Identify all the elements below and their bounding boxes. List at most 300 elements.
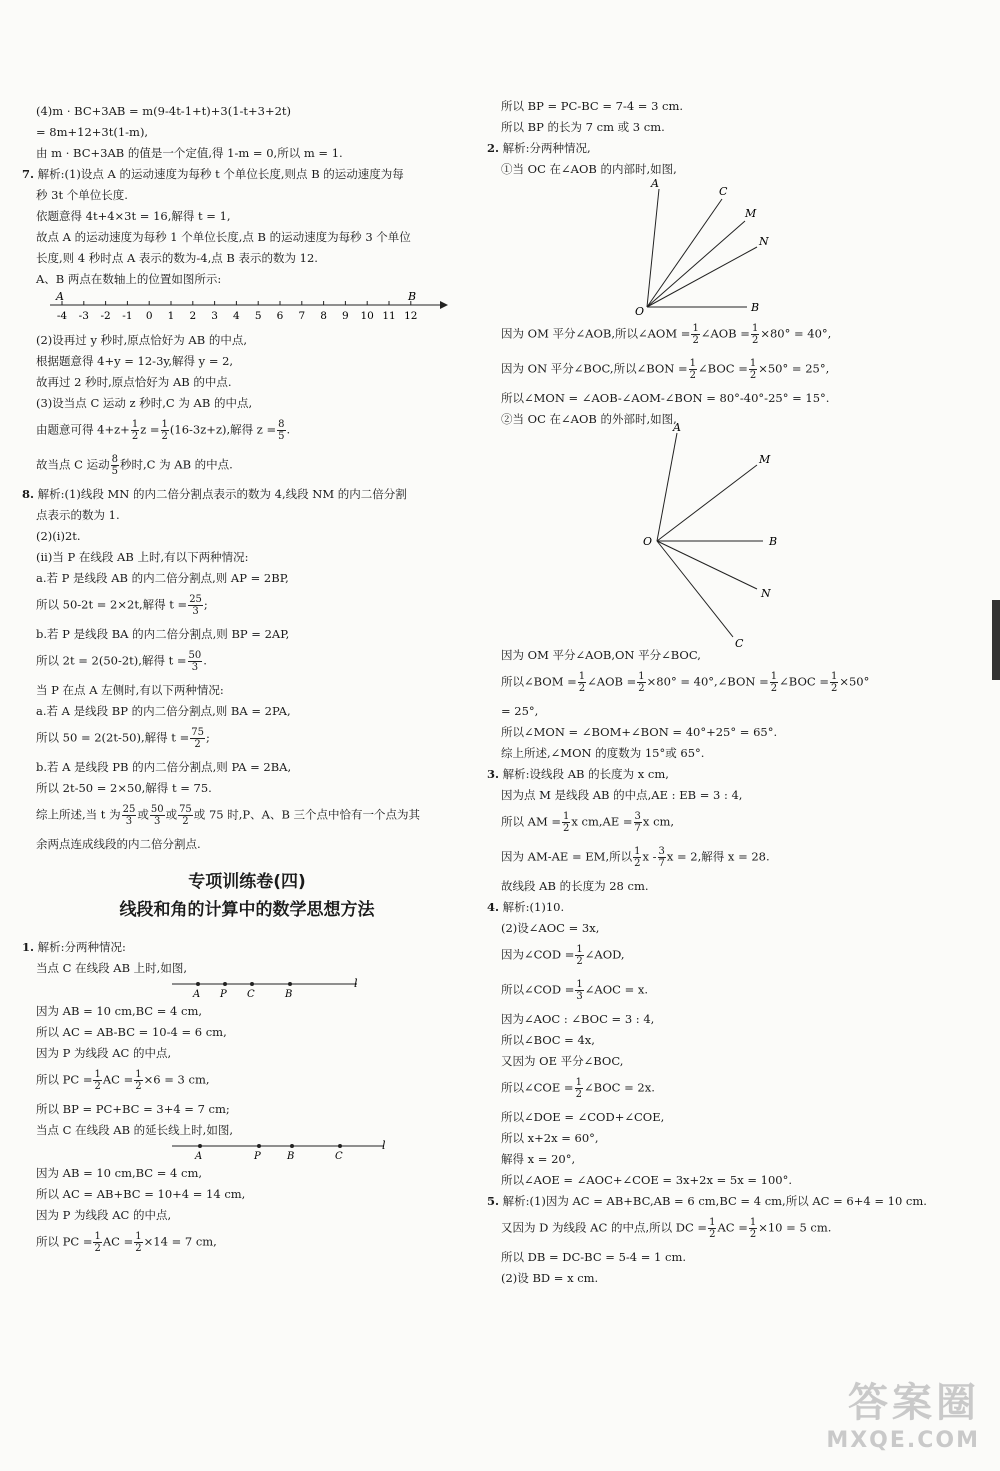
point-a-dot: [198, 1144, 202, 1148]
tick-label: 11: [382, 310, 396, 322]
text-line: 所以 BP = PC+BC = 3+4 = 7 cm;: [36, 1101, 230, 1116]
text-span: x = 2,解得 x = 28.: [666, 849, 770, 864]
text-line: (ii)当 P 在线段 AB 上时,有以下两种情况:: [36, 549, 249, 564]
text-line: b.若 P 是线段 BA 的内二倍分割点,则 BP = 2AP,: [36, 626, 290, 641]
denominator: 2: [194, 739, 201, 750]
denominator: 3: [191, 662, 199, 673]
numerator: 1: [692, 323, 699, 334]
tick-label: -4: [56, 310, 68, 322]
text-span: z =: [140, 422, 160, 437]
fraction: [578, 671, 586, 694]
text-line: 所以∠MON = ∠BOM+∠BON = 40°+25° = 65°.: [501, 724, 778, 739]
numerator: 1: [135, 1069, 142, 1080]
label-o: O: [643, 535, 653, 548]
numerator: 1: [634, 846, 641, 857]
denominator: 2: [94, 1081, 101, 1092]
point-b-dot: [290, 1144, 294, 1148]
text-span: 或 75 时,P、A、B 三个点中恰有一个点为其: [193, 807, 421, 822]
numerator: 1: [749, 1217, 757, 1228]
point-b-label: B: [287, 1151, 295, 1162]
denominator: 2: [135, 1243, 142, 1254]
denominator: 3: [125, 816, 133, 827]
question-7: [22, 163, 472, 184]
point-a-dot: [196, 982, 200, 986]
point-a-label: A: [195, 1151, 203, 1162]
fraction: [575, 1077, 583, 1100]
fraction: [134, 1069, 142, 1092]
angle-figure-inner: [487, 179, 957, 317]
text-span: ∠AOC = x.: [584, 982, 649, 997]
left-column: [22, 100, 472, 1260]
ray-om: [657, 465, 757, 541]
text-line: [22, 1225, 472, 1260]
fraction: [708, 1217, 716, 1240]
text-span: .: [203, 653, 207, 668]
question-number: 4.: [487, 899, 500, 914]
point-p-dot: [223, 982, 227, 986]
numerator: 1: [94, 1069, 101, 1080]
text-line: 因为 AB = 10 cm,BC = 4 cm,: [36, 1165, 203, 1180]
watermark-logo-text: 答案圈: [848, 1380, 980, 1426]
page-edge-mark: [992, 600, 1000, 680]
label-n: N: [759, 235, 769, 248]
fraction: [122, 804, 137, 827]
text-line: = 8m+12+3t(1-m),: [36, 124, 149, 139]
point-c-dot: [250, 982, 254, 986]
ray-oc: [647, 199, 722, 307]
text-span: 因为 ON 平分∠BOC,所以∠BON =: [501, 361, 688, 376]
fraction: [190, 727, 205, 750]
tick-label: 10: [360, 310, 374, 322]
denominator: 2: [749, 1229, 757, 1240]
point-c-label: C: [247, 989, 255, 1000]
point-p-dot: [257, 1144, 261, 1148]
numerator: 1: [770, 671, 778, 682]
denominator: 2: [578, 683, 586, 694]
text-span: .: [286, 422, 291, 437]
text-line: [487, 805, 957, 840]
text-span: 解析:分两种情况,: [502, 140, 591, 155]
numerator: 1: [578, 671, 586, 682]
text-line: [487, 665, 957, 700]
fraction: [134, 1231, 142, 1254]
text-span: 所以 2t = 2(50-2t),解得 t =: [36, 653, 187, 668]
question-5: [487, 1190, 957, 1211]
text-line: [22, 721, 472, 756]
point-a-label: A: [193, 989, 201, 1000]
tick-label: 5: [254, 310, 262, 322]
denominator: 2: [709, 1229, 716, 1240]
label-c: C: [719, 185, 728, 198]
text-line: A、B 两点在数轴上的位置如图所示:: [36, 271, 222, 286]
numerator: 3: [658, 846, 665, 857]
text-line: (2)设 BD = x cm.: [501, 1270, 599, 1285]
text-line: 所以 2t-50 = 2×50,解得 t = 75.: [36, 780, 212, 795]
label-n: N: [761, 587, 771, 600]
text-span: 解析:(1)设点 A 的运动速度为每秒 t 个单位长度,则点 B 的运动速度为每: [37, 166, 404, 181]
label-b: B: [751, 301, 760, 314]
fraction: [749, 358, 757, 381]
number-line-ticks: [57, 301, 418, 322]
text-line: 故再过 2 秒时,原点恰好为 AB 的中点.: [36, 374, 232, 389]
text-line: (2)设∠AOC = 3x,: [501, 920, 600, 935]
fraction: [770, 671, 778, 694]
text-line: 秒 3t 个单位长度.: [36, 187, 128, 202]
text-line: 依题意得 4t+4×3t = 16,解得 t = 1,: [36, 208, 231, 223]
point-c-label: C: [335, 1151, 343, 1162]
text-line: 又因为 OE 平分∠BOC,: [501, 1053, 624, 1068]
fraction: [575, 944, 583, 967]
text-span: ∠AOB =: [700, 326, 750, 341]
text-span: ;: [205, 730, 210, 745]
label-b: B: [769, 535, 778, 548]
question-4: [487, 896, 957, 917]
text-span: 因为∠COD =: [501, 947, 575, 962]
fraction: [830, 671, 838, 694]
text-line: 当点 C 在线段 AB 的延长线上时,如图,: [36, 1122, 233, 1137]
text-span: x -: [642, 849, 657, 864]
numerator: 25: [122, 804, 136, 815]
denominator: 2: [689, 370, 697, 381]
text-span: ×50° = 25°,: [758, 361, 830, 376]
text-line: [487, 973, 957, 1008]
text-line: [487, 352, 957, 387]
text-span: 所以∠BOM =: [501, 674, 577, 689]
text-line: = 25°,: [501, 703, 539, 718]
denominator: 5: [111, 466, 118, 477]
text-line: [22, 413, 472, 448]
question-number: 1.: [22, 939, 35, 954]
text-line: (4)m · BC+3AB = m(9-4t-1+t)+3(1-t+3+2t): [36, 103, 292, 118]
numerator: 50: [150, 804, 164, 815]
fraction: [689, 358, 697, 381]
label-m: M: [745, 207, 757, 220]
denominator: 3: [154, 816, 161, 827]
text-line: (3)设当点 C 运动 z 秒时,C 为 AB 的中点,: [36, 395, 253, 410]
question-number: 7.: [22, 166, 35, 181]
text-line: 所以 BP = PC-BC = 7-4 = 3 cm.: [501, 98, 684, 113]
fraction: [634, 811, 642, 834]
text-span: 所以∠COE =: [501, 1080, 574, 1095]
text-line: 因为 OM 平分∠AOB,ON 平分∠BOC,: [501, 647, 701, 662]
point-p-label: P: [254, 1151, 261, 1162]
denominator: 7: [658, 858, 665, 869]
point-p-label: P: [220, 989, 227, 1000]
text-line: [22, 1063, 472, 1098]
denominator: 2: [182, 816, 189, 827]
denominator: 2: [161, 431, 168, 442]
tick-label: 2: [189, 310, 197, 322]
text-span: AC =: [102, 1234, 134, 1249]
numerator: 1: [830, 671, 838, 682]
text-span: 解析:(1)因为 AC = AB+BC,AB = 6 cm,BC = 4 cm,所以 AC = 6+4 = 10 cm.: [502, 1193, 927, 1208]
text-span: ∠BOC =: [698, 361, 748, 376]
text-span: 解析:(1)线段 MN 的内二倍分割点表示的数为 4,线段 NM 的内二倍分割: [37, 486, 407, 501]
watermark: [826, 1371, 980, 1453]
denominator: 3: [192, 606, 199, 617]
question-number: 3.: [487, 766, 500, 781]
denominator: 2: [830, 683, 838, 694]
tick-label: -1: [122, 310, 133, 322]
text-line: 所以 x+2x = 60°,: [501, 1130, 599, 1145]
question-2: [487, 137, 957, 158]
text-line: 所以 BP 的长为 7 cm 或 3 cm.: [501, 119, 665, 134]
ray-oc: [657, 541, 733, 637]
text-span: 故当点 C 运动: [36, 457, 110, 472]
denominator: 3: [576, 991, 583, 1002]
text-line: 因为∠AOC : ∠BOC = 3 : 4,: [501, 1011, 655, 1026]
numerator: 3: [634, 811, 641, 822]
text-span: 综上所述,当 t 为: [36, 807, 121, 822]
text-line: [22, 798, 472, 833]
tick-label: 12: [404, 310, 418, 322]
text-span: ∠BOC =: [779, 674, 829, 689]
text-span: 所以∠COD =: [501, 982, 575, 997]
question-number: 5.: [487, 1193, 500, 1208]
fraction: [188, 650, 203, 673]
label-c: C: [735, 637, 744, 650]
ray-oa: [657, 433, 677, 541]
number-line-figure: [22, 289, 472, 329]
text-line: [22, 644, 472, 679]
denominator: 2: [575, 1089, 582, 1100]
denominator: 2: [749, 370, 757, 381]
fraction: [658, 846, 666, 869]
denominator: 2: [135, 1081, 142, 1092]
text-span: x cm,AE =: [571, 814, 633, 829]
text-span: 或: [165, 807, 178, 822]
text-span: 所以 AM =: [501, 814, 562, 829]
text-span: ×50°: [839, 674, 870, 689]
text-line: 根据题意得 4+y = 12-3y,解得 y = 2,: [36, 353, 234, 368]
text-line: 由 m · BC+3AB 的值是一个定值,得 1-m = 0,所以 m = 1.: [36, 145, 343, 160]
numerator: 75: [191, 727, 204, 738]
text-span: ∠AOB =: [587, 674, 637, 689]
numerator: 75: [179, 804, 192, 815]
text-line: 因为 P 为线段 AC 的中点,: [36, 1207, 172, 1222]
segment-figure-1: [22, 978, 472, 1000]
fraction: [131, 419, 139, 442]
text-line: a.若 A 是线段 BP 的内二倍分割点,则 BA = 2PA,: [36, 703, 291, 718]
text-line: 所以 AC = AB-BC = 10-4 = 6 cm,: [36, 1024, 227, 1039]
text-line: 综上所述,∠MON 的度数为 15°或 65°.: [501, 745, 705, 760]
fraction: [277, 419, 285, 442]
text-span: ;: [203, 597, 208, 612]
numerator: 1: [749, 358, 757, 369]
text-line: 所以 AC = AB+BC = 10+4 = 14 cm,: [36, 1186, 246, 1201]
numerator: 1: [131, 419, 139, 430]
numerator: 8: [111, 454, 118, 465]
text-line: 当 P 在点 A 左侧时,有以下两种情况:: [36, 682, 224, 697]
numerator: 1: [135, 1231, 142, 1242]
fraction: [178, 804, 193, 827]
text-line: 所以 DB = DC-BC = 5-4 = 1 cm.: [501, 1249, 687, 1264]
text-line: ②当 OC 在∠AOB 的外部时,如图,: [501, 411, 677, 426]
denominator: 2: [131, 431, 139, 442]
text-span: ∠BOC = 2x.: [583, 1080, 655, 1095]
text-line: [487, 1071, 957, 1106]
tick-label: 6: [276, 310, 284, 322]
tick-label: 8: [320, 310, 327, 322]
text-span: 解析:分两种情况:: [37, 939, 126, 954]
fraction: [633, 846, 641, 869]
numerator: 1: [638, 671, 645, 682]
text-line: [487, 938, 957, 973]
denominator: 7: [634, 823, 641, 834]
text-line: a.若 P 是线段 AB 的内二倍分割点,则 AP = 2BP,: [36, 570, 289, 585]
numerator: 1: [689, 358, 697, 369]
question-number: 8.: [22, 486, 35, 501]
watermark-url: MXQE.COM: [826, 1428, 980, 1453]
point-b-label: B: [285, 989, 293, 1000]
tick-label: 1: [167, 310, 175, 322]
numerator: 1: [161, 419, 168, 430]
ray-on: [657, 541, 757, 589]
denominator: 2: [692, 335, 699, 346]
fraction: [188, 594, 203, 617]
fraction: [93, 1069, 101, 1092]
denominator: 2: [751, 335, 759, 346]
point-c-dot: [338, 1144, 342, 1148]
denominator: 2: [634, 858, 641, 869]
text-span: 所以 PC =: [36, 1234, 93, 1249]
denominator: 5: [278, 431, 285, 442]
text-line: [487, 840, 957, 875]
ray-om: [647, 221, 745, 307]
tick-label: 3: [211, 310, 218, 322]
point-b-label: B: [408, 290, 417, 303]
numerator: 1: [575, 1077, 582, 1088]
text-line: 故线段 AB 的长度为 28 cm.: [501, 878, 649, 893]
text-span: 所以 PC =: [36, 1072, 93, 1087]
text-line: 余两点连成线段的内二倍分割点.: [36, 836, 201, 851]
text-span: 秒时,C 为 AB 的中点.: [120, 457, 233, 472]
text-span: AC =: [717, 1220, 748, 1235]
fraction: [691, 323, 699, 346]
tick-label: 9: [342, 310, 349, 322]
text-line: 所以∠MON = ∠AOB-∠AOM-∠BON = 80°-40°-25° = 15°.: [501, 390, 830, 405]
denominator: 2: [576, 956, 583, 967]
text-line: 因为 AB = 10 cm,BC = 4 cm,: [36, 1003, 203, 1018]
numerator: 25: [189, 594, 202, 605]
text-line: (2)(i)2t.: [36, 528, 81, 543]
fraction: [751, 323, 759, 346]
label-o: O: [635, 305, 645, 318]
numerator: 8: [278, 419, 285, 430]
text-span: 所以 50 = 2(2t-50),解得 t =: [36, 730, 190, 745]
tick-label: -3: [78, 310, 89, 322]
text-span: x cm,: [642, 814, 675, 829]
tick-label: 0: [145, 310, 153, 322]
line-l-label: l: [354, 977, 358, 990]
numerator: 1: [751, 323, 759, 334]
text-span: 解析:(1)10.: [502, 899, 565, 914]
text-span: ×80° = 40°,∠BON =: [646, 674, 769, 689]
fraction: [637, 671, 645, 694]
numerator: 1: [709, 1217, 716, 1228]
text-line: 因为点 M 是线段 AB 的中点,AE : EB = 3 : 4,: [501, 787, 743, 802]
text-span: AC =: [102, 1072, 134, 1087]
segment-figure-2: [22, 1140, 472, 1162]
section-title: 专项训练卷(四): [188, 872, 306, 892]
label-a: A: [673, 421, 681, 434]
text-line: [22, 448, 472, 483]
ray-on: [647, 247, 757, 307]
text-line: [22, 588, 472, 623]
text-line: 当点 C 在线段 AB 上时,如图,: [36, 960, 187, 975]
fraction: [111, 454, 119, 477]
fraction: [93, 1231, 101, 1254]
fraction: [161, 419, 169, 442]
text-line: 长度,则 4 秒时点 A 表示的数为-4,点 B 表示的数为 12.: [36, 250, 318, 265]
number-line-arrow: [440, 301, 448, 309]
numerator: 1: [576, 944, 583, 955]
question-3: [487, 763, 957, 784]
denominator: 2: [94, 1243, 101, 1254]
text-span: 又因为 D 为线段 AC 的中点,所以 DC =: [501, 1220, 708, 1235]
denominator: 2: [638, 683, 645, 694]
ray-oa: [647, 189, 659, 307]
text-span: ∠AOD,: [584, 947, 625, 962]
text-line: (2)设再过 y 秒时,原点恰好为 AB 的中点,: [36, 332, 247, 347]
text-span: ×80° = 40°,: [760, 326, 832, 341]
text-line: 所以∠DOE = ∠COD+∠COE,: [501, 1109, 665, 1124]
text-line: 所以∠AOE = ∠AOC+∠COE = 3x+2x = 5x = 100°.: [501, 1172, 793, 1187]
denominator: 2: [770, 683, 778, 694]
numerator: 1: [94, 1231, 101, 1242]
denominator: 2: [563, 823, 570, 834]
fraction: [749, 1217, 757, 1240]
text-line: ①当 OC 在∠AOB 的内部时,如图,: [501, 161, 677, 176]
numerator: 1: [563, 811, 570, 822]
section-subtitle: 线段和角的计算中的数学思想方法: [119, 900, 375, 920]
tick-label: -2: [100, 310, 111, 322]
text-line: 所以∠BOC = 4x,: [501, 1032, 595, 1047]
fraction: [562, 811, 570, 834]
text-span: 由题意可得 4+z+: [36, 422, 130, 437]
point-b-dot: [288, 982, 292, 986]
text-line: [487, 1211, 957, 1246]
numerator: 1: [576, 979, 583, 990]
text-line: b.若 A 是线段 PB 的内二倍分割点,则 PA = 2BA,: [36, 759, 292, 774]
text-span: ×6 = 3 cm,: [143, 1072, 210, 1087]
text-line: [487, 317, 957, 352]
text-line: 解得 x = 20°,: [501, 1151, 576, 1166]
tick-label: 4: [233, 310, 240, 322]
text-span: ×10 = 5 cm.: [758, 1220, 832, 1235]
text-span: (16-3z+z),解得 z =: [169, 422, 277, 437]
label-a: A: [651, 177, 659, 190]
text-span: 因为 OM 平分∠AOB,所以∠AOM =: [501, 326, 691, 341]
text-span: 因为 AM-AE = EM,所以: [501, 849, 633, 864]
text-span: 解析:设线段 AB 的长度为 x cm,: [502, 766, 669, 781]
point-a-label: A: [56, 290, 64, 303]
question-number: 2.: [487, 140, 500, 155]
text-span: ×14 = 7 cm,: [143, 1234, 217, 1249]
numerator: 50: [188, 650, 202, 661]
text-line: 故点 A 的运动速度为每秒 1 个单位长度,点 B 的运动速度为每秒 3 个单位: [36, 229, 411, 244]
question-8: [22, 483, 472, 504]
label-m: M: [759, 453, 771, 466]
line-l-label: l: [382, 1139, 386, 1152]
angle-figure-outer: [487, 421, 957, 650]
text-span: 所以 50-2t = 2×2t,解得 t =: [36, 597, 188, 612]
tick-label: 7: [298, 310, 306, 322]
fraction: [575, 979, 583, 1002]
fraction: [150, 804, 165, 827]
text-line: 因为 P 为线段 AC 的中点,: [36, 1045, 172, 1060]
right-column: [487, 100, 957, 1288]
